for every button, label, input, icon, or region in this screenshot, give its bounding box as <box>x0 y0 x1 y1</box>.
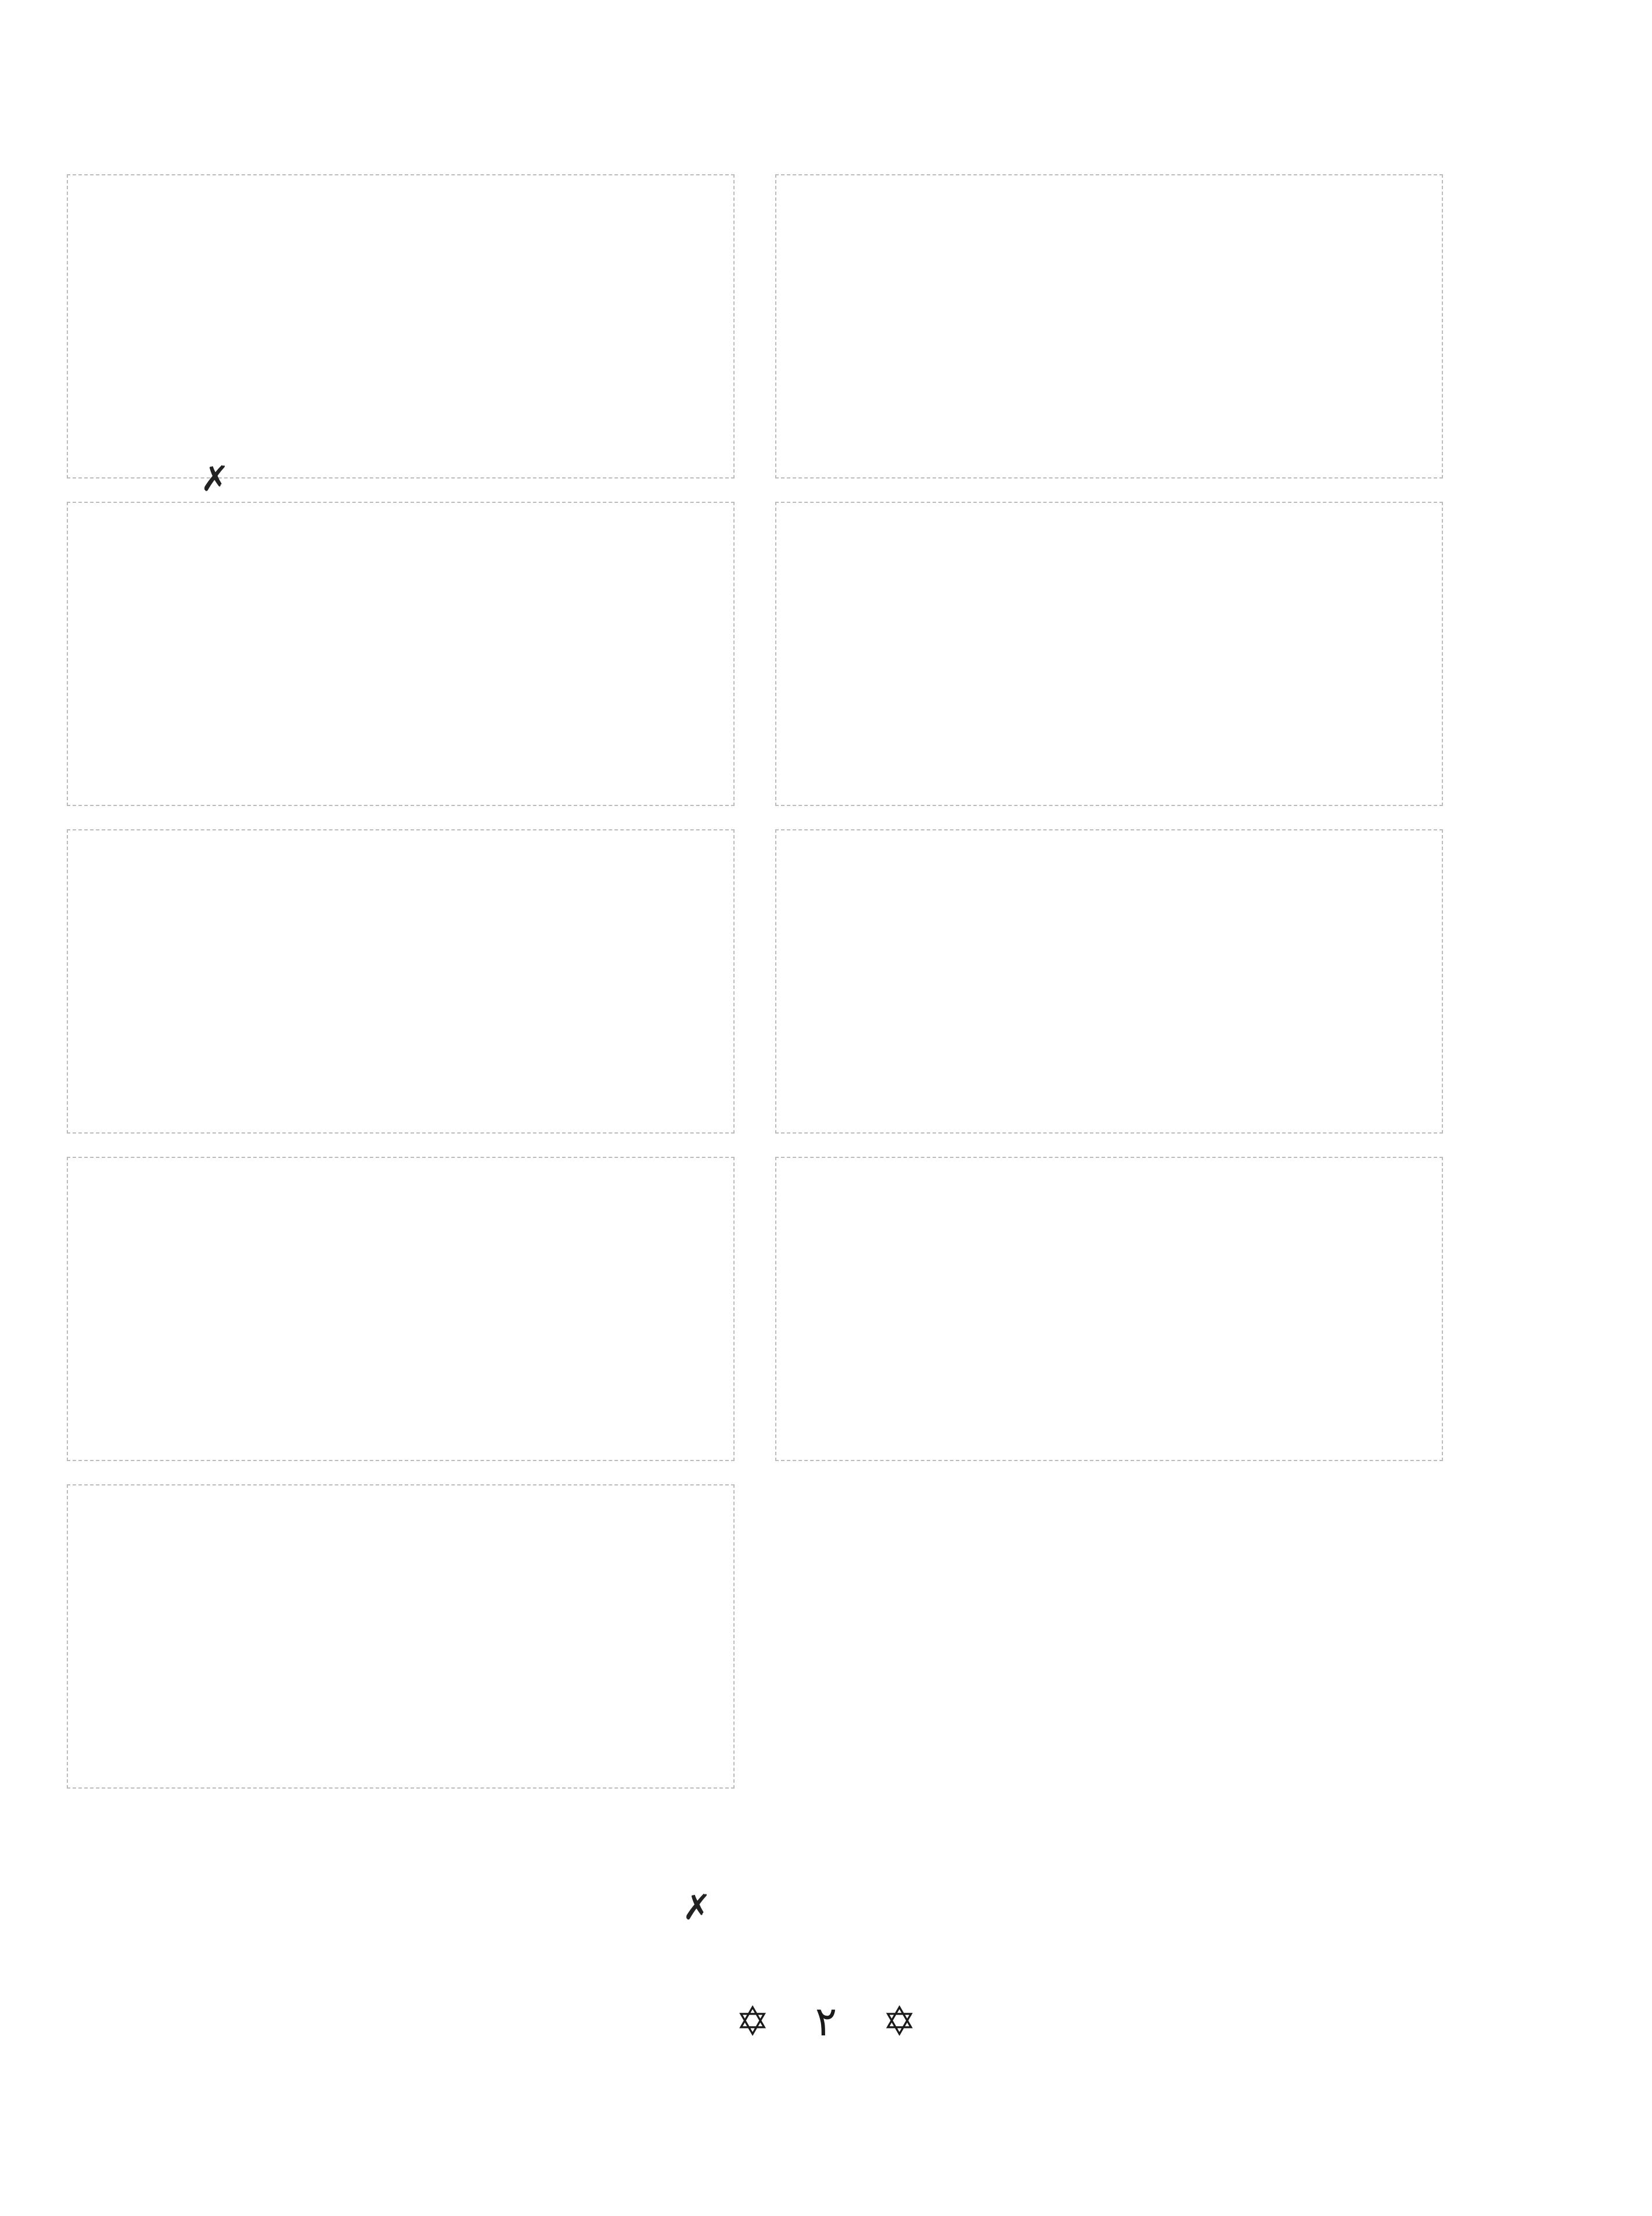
paragraph <box>775 829 1443 1134</box>
paragraph <box>775 502 1443 806</box>
right-column <box>775 174 1443 1945</box>
paragraph <box>775 1157 1443 1461</box>
paragraph <box>67 829 735 1134</box>
margin-cross-mark: ✗ <box>682 1887 712 1928</box>
paragraph <box>775 174 1443 479</box>
paragraph <box>67 1484 735 1789</box>
margin-cross-mark: ✗ <box>200 459 230 499</box>
star-icon: ✡ <box>882 1998 917 2045</box>
page-footer <box>0 1998 1652 2045</box>
star-icon: ✡ <box>735 1998 770 2045</box>
paragraph <box>67 502 735 806</box>
paragraph <box>67 1157 735 1461</box>
left-column <box>67 174 735 1945</box>
page-number: ٢ <box>815 1998 837 2045</box>
paragraph <box>67 174 735 479</box>
